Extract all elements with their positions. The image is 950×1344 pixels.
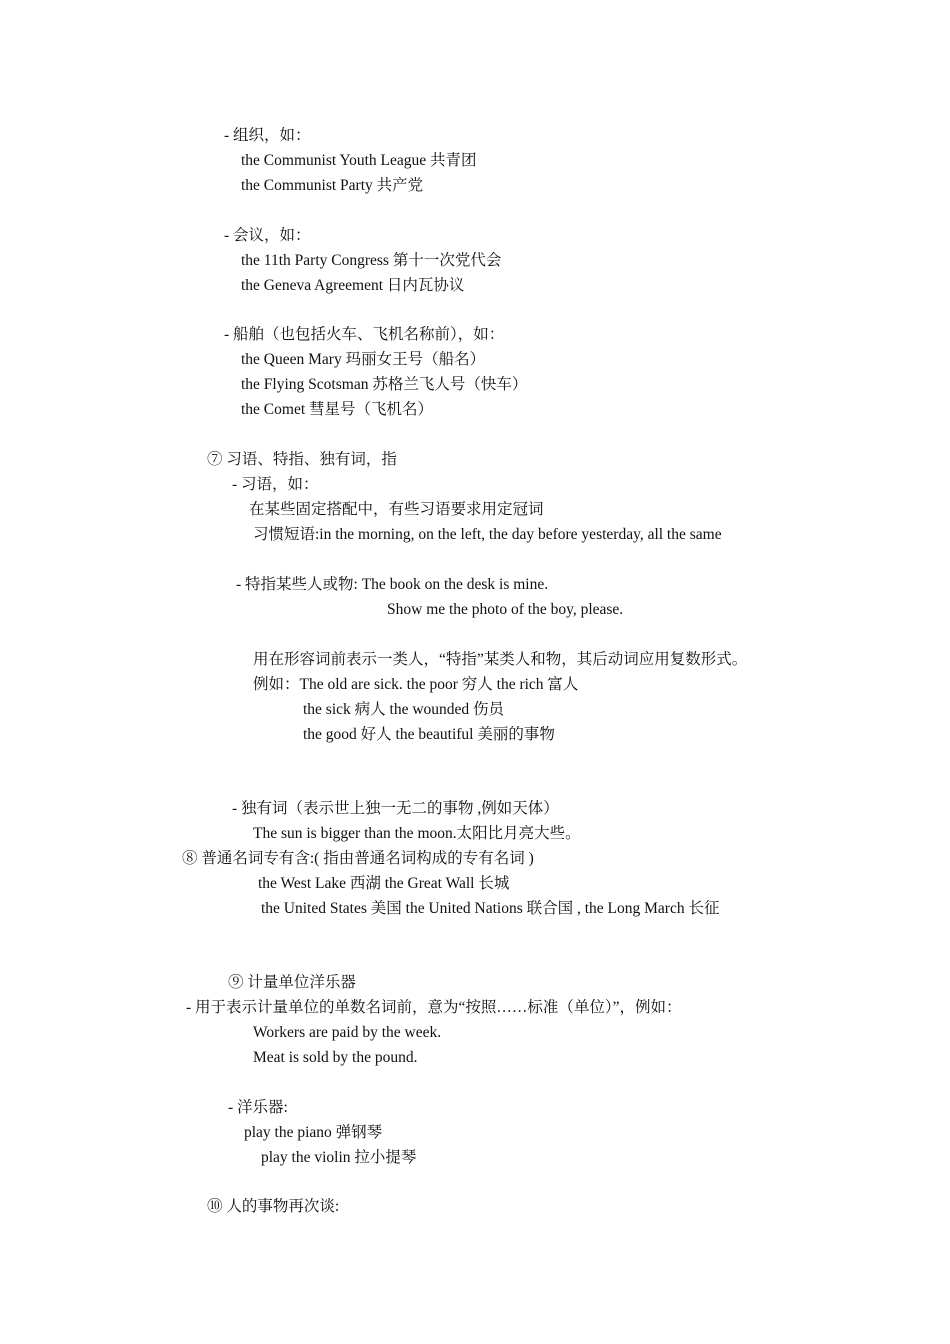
- example-line: the Queen Mary 玛丽女王号（船名）: [241, 351, 486, 368]
- example-line: play the violin 拉小提琴: [261, 1149, 417, 1166]
- example-line: the Flying Scotsman 苏格兰飞人号（快车）: [241, 376, 528, 393]
- example-line: the Comet 彗星号（飞机名）: [241, 401, 434, 418]
- section-organization-heading: - 组织，如：: [224, 127, 311, 144]
- example-line: the sick 病人 the wounded 伤员: [303, 701, 505, 718]
- example-line: Meat is sold by the pound.: [253, 1049, 418, 1066]
- section-meeting-heading: - 会议，如：: [224, 227, 311, 244]
- example-line: Workers are paid by the week.: [253, 1024, 442, 1041]
- example-line: the Geneva Agreement 日内瓦协议: [241, 277, 465, 294]
- example-line: the 11th Party Congress 第十一次党代会: [241, 252, 502, 269]
- section-ships-heading: - 船舶（也包括火车、飞机名称前），如：: [224, 326, 505, 343]
- section-9-heading: ⑨ 计量单位洋乐器: [228, 974, 356, 991]
- section-8-heading: ⑧ 普通名词专有含:( 指由普通名词构成的专有名词 ): [182, 850, 534, 867]
- subsection-instruments-heading: - 洋乐器:: [228, 1099, 288, 1116]
- example-line: play the piano 弹钢琴: [244, 1124, 383, 1141]
- example-line: the good 好人 the beautiful 美丽的事物: [303, 726, 555, 743]
- body-line: 习惯短语:in the morning, on the left, the day before yesterday, all the same: [253, 526, 722, 543]
- body-line: 用在形容词前表示一类人，“特指”某类人和物，其后动词应用复数形式。: [253, 651, 748, 668]
- body-line: 在某些固定搭配中，有些习语要求用定冠词: [249, 501, 544, 518]
- subsection-unique-heading: - 独有词（表示世上独一无二的事物 ,例如天体）: [232, 800, 559, 817]
- example-line: Show me the photo of the boy, please.: [387, 601, 624, 618]
- subsection-units-heading: - 用于表示计量单位的单数名词前，意为“按照……标准（单位）”，例如：: [186, 999, 682, 1016]
- section-7-heading: ⑦ 习语、特指、独有词，指: [207, 451, 397, 468]
- example-line: the Communist Party 共产党: [241, 177, 424, 194]
- example-line: the United States 美国 the United Nations 联合国 , the Long March 长征: [261, 900, 720, 917]
- example-line: 例如：The old are sick. the poor 穷人 the rich 富人: [253, 676, 579, 693]
- example-line: the West Lake 西湖 the Great Wall 长城: [258, 875, 510, 892]
- subsection-specific-heading: - 特指某些人或物: The book on the desk is mine.: [236, 576, 549, 593]
- section-10-heading: ⑩ 人的事物再次谈:: [207, 1198, 340, 1215]
- example-line: the Communist Youth League 共青团: [241, 152, 477, 169]
- subsection-idioms-heading: - 习语，如：: [232, 476, 319, 493]
- example-line: The sun is bigger than the moon.太阳比月亮大些。: [253, 825, 581, 842]
